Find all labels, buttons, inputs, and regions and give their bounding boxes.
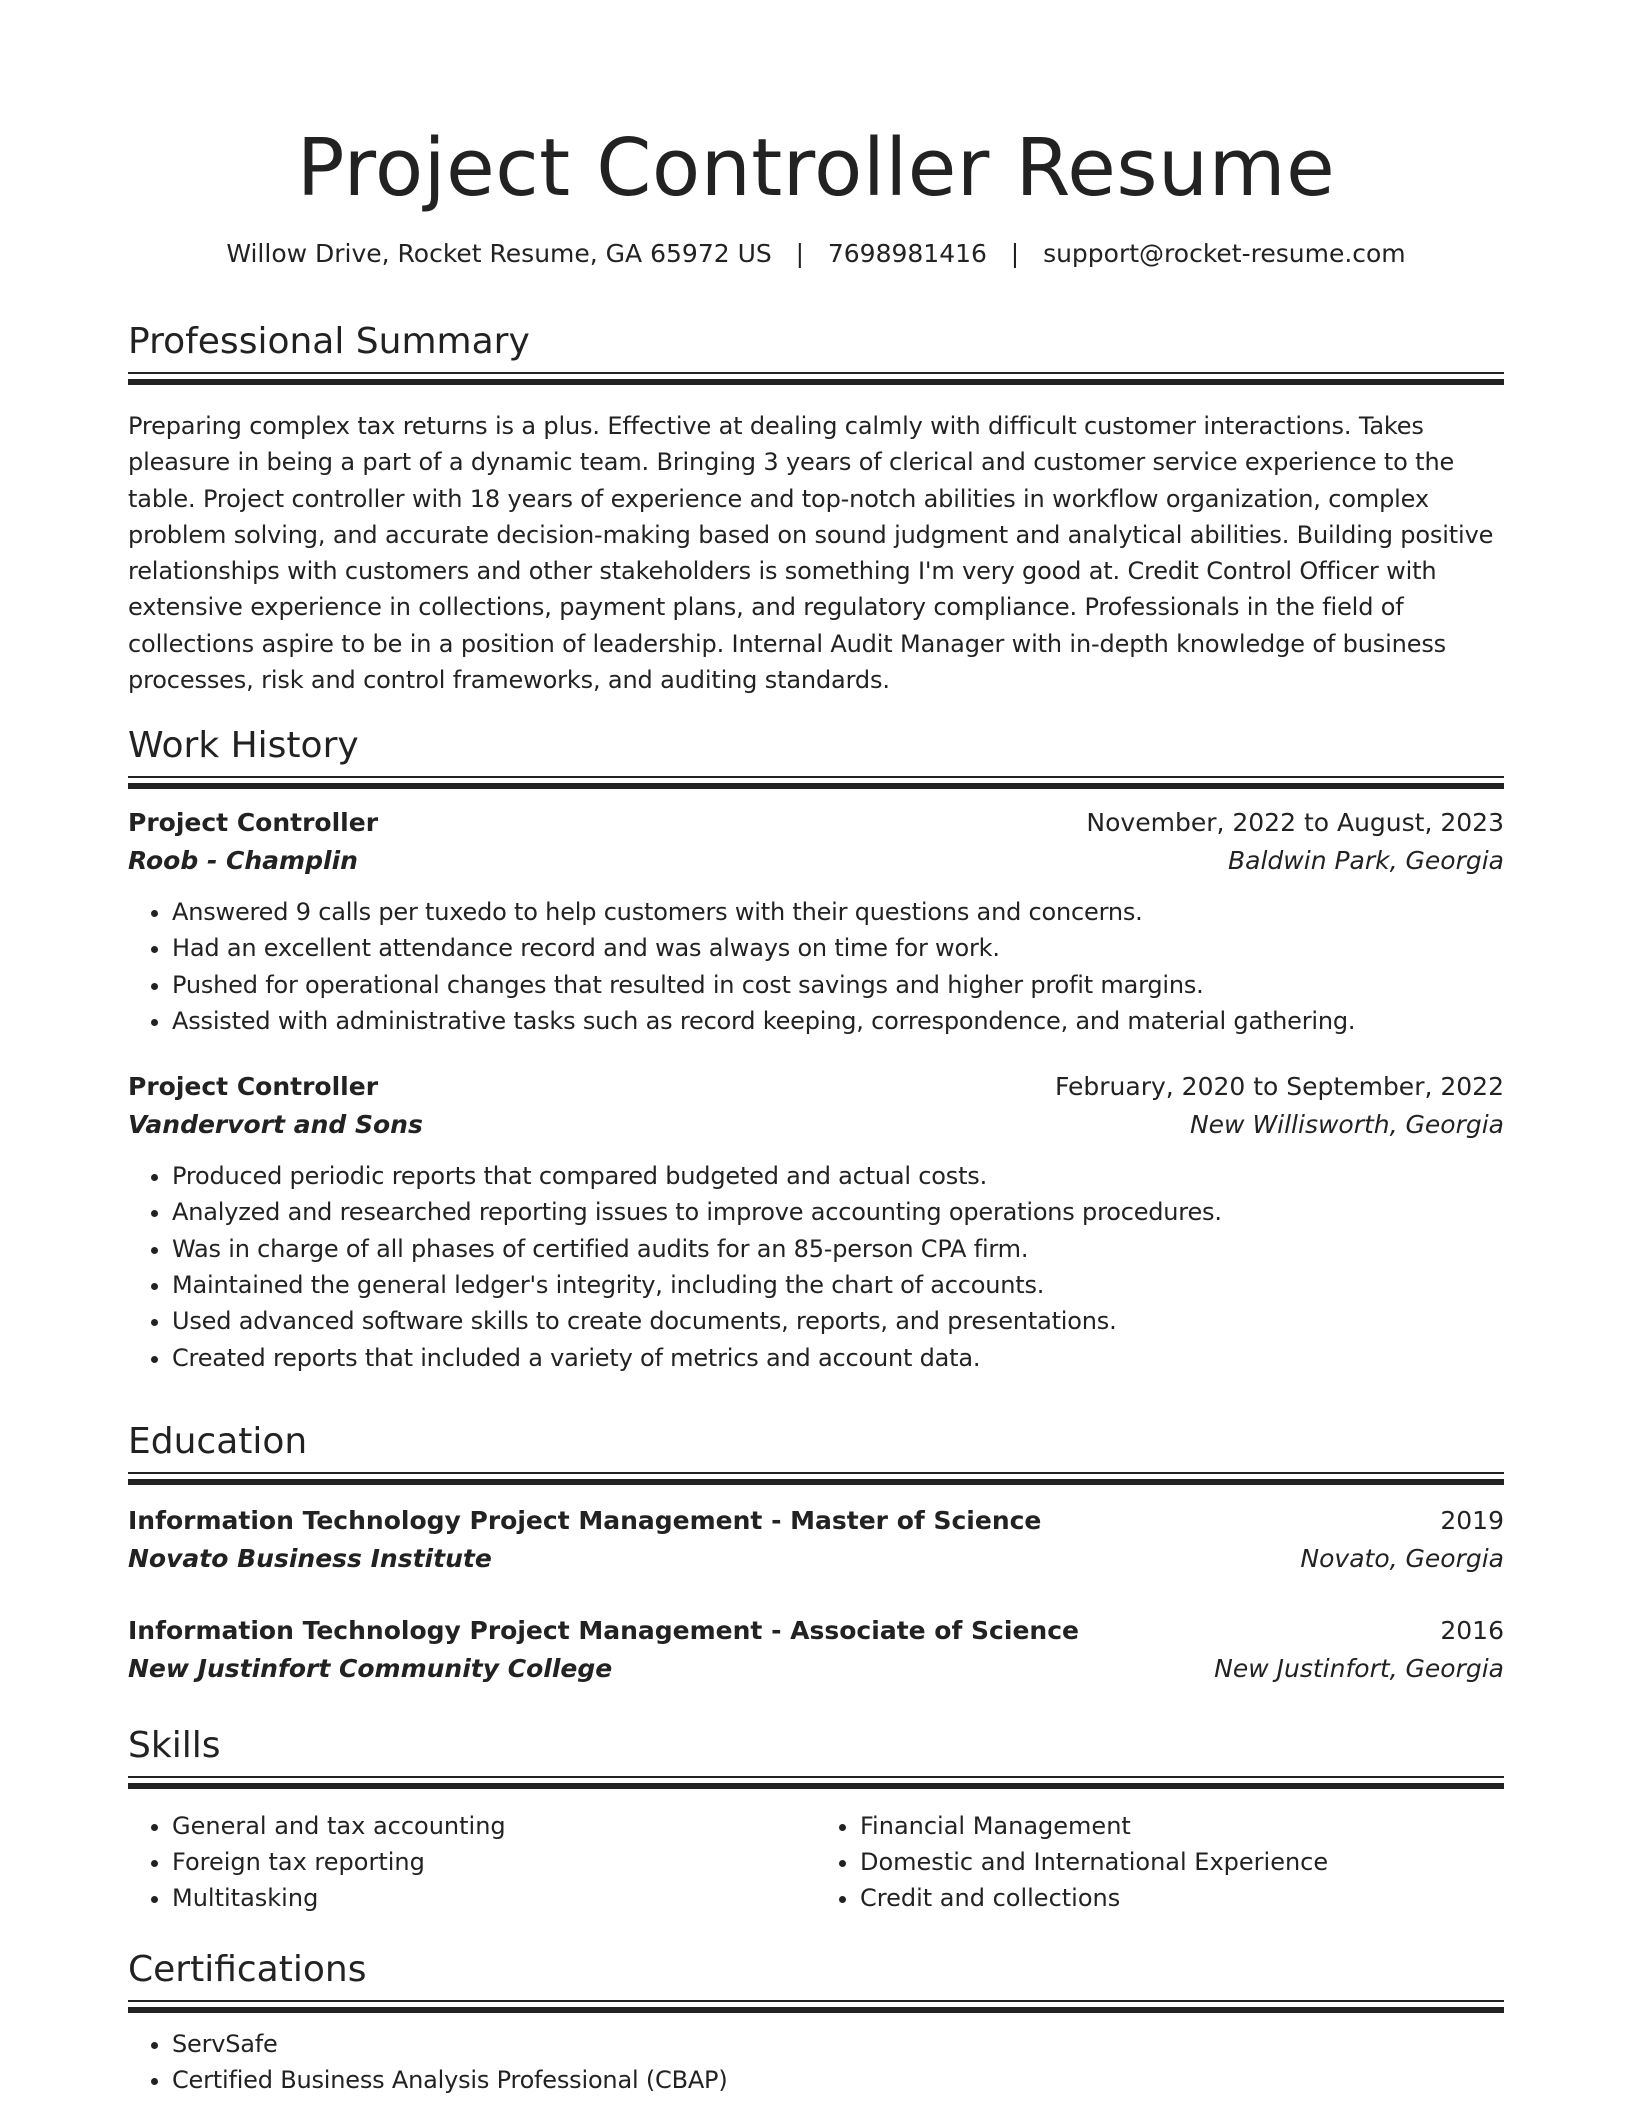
education-entry: [128, 1502, 1504, 1578]
list-item: • Answered 9 calls per tuxedo to help customers with their questions and concerns.: [172, 894, 1504, 930]
list-item: • Credit and collections: [860, 1880, 1504, 1916]
list-item: • Had an excellent attendance record and was always on time for work.: [172, 930, 1504, 966]
list-item: • Domestic and International Experience: [860, 1844, 1504, 1880]
section-heading: Professional Summary: [128, 321, 530, 362]
contact-phone: 7698981416: [827, 239, 987, 268]
section-heading: Work History: [128, 725, 359, 766]
list-item: • Foreign tax reporting: [172, 1844, 816, 1880]
school-location: Novato, Georgia: [1300, 1544, 1504, 1573]
education-entry: [128, 1612, 1504, 1688]
education-section: [128, 1418, 1504, 1688]
section-heading: Skills: [128, 1725, 221, 1766]
list-item: • ServSafe: [172, 2026, 1504, 2062]
job-bullets: [128, 1158, 1504, 1376]
degree-title: Information Technology Project Management - Associate of Science: [128, 1616, 1079, 1645]
section-divider: [128, 776, 1504, 790]
school-name: New Justinfort Community College: [128, 1654, 613, 1683]
contact-line: [0, 238, 1632, 270]
list-item: • Multitasking: [172, 1880, 816, 1916]
job-location: New Willisworth, Georgia: [1189, 1110, 1504, 1140]
resume-title: Project Controller Resume: [296, 122, 1336, 214]
skills-list-right: [816, 1808, 1504, 1916]
list-item: • Produced periodic reports that compared budgeted and actual costs.: [172, 1158, 1504, 1194]
list-item: • Pushed for operational changes that resulted in cost savings and higher profit margins.: [172, 967, 1504, 1003]
school-location: New Justinfort, Georgia: [1214, 1654, 1504, 1683]
skills-section: [128, 1722, 1504, 1916]
list-item: • Analyzed and researched reporting issues to improve accounting operations procedures.: [172, 1194, 1504, 1230]
certifications-section: [128, 1946, 1504, 2099]
section-heading: Certifications: [128, 1949, 367, 1990]
contact-separator: |: [795, 239, 805, 268]
skills-list-left: [128, 1808, 816, 1916]
list-item: • Certified Business Analysis Professional (CBAP): [172, 2062, 1504, 2098]
section-divider: [128, 2000, 1504, 2014]
school-name: Novato Business Institute: [128, 1544, 492, 1573]
list-item: • Financial Management: [860, 1808, 1504, 1844]
job-dates: February, 2020 to September, 2022: [1055, 1072, 1504, 1102]
contact-email[interactable]: support@rocket-resume.com: [1043, 239, 1406, 268]
certifications-list: [128, 2026, 1504, 2099]
list-item: • Used advanced software skills to create documents, reports, and presentations.: [172, 1303, 1504, 1339]
job-title: Project Controller: [128, 808, 379, 837]
section-divider: [128, 372, 1504, 386]
list-item: • General and tax accounting: [172, 1808, 816, 1844]
summary-section: [128, 318, 1504, 698]
job-company: Vandervort and Sons: [128, 1110, 423, 1140]
degree-title: Information Technology Project Management - Master of Science: [128, 1506, 1042, 1535]
contact-address: Willow Drive, Rocket Resume, GA 65972 US: [226, 239, 772, 268]
contact-separator: |: [1010, 239, 1020, 268]
graduation-year: 2016: [1440, 1616, 1504, 1645]
work-history-section: [128, 722, 1504, 1376]
job-company: Roob - Champlin: [128, 846, 358, 875]
list-item: • Created reports that included a variety of metrics and account data.: [172, 1340, 1504, 1376]
summary-text: Preparing complex tax returns is a plus. Effective at dealing calmly with difficult customer interactions. Takes pleasure in being a part of a dynamic team. Bringing 3 years of clerical and customer service experience to the table. Project controller with 18 years of experience and top-notch abilities in workflow organization, complex problem solving, and accurate decision-making based on sound judgment and analytical abilities. Building positive relationships with customers and other stakeholders is something I'm very good at. Credit Control Officer with extensive experience in collections, payment plans, and regulatory compliance. Professionals in the field of collections aspire to be in a position of leadership. Internal Audit Manager with in-depth knowledge of business processes, risk and control frameworks, and auditing standards.: [128, 412, 1494, 695]
section-divider: [128, 1472, 1504, 1486]
section-heading: Education: [128, 1421, 308, 1462]
job-dates: November, 2022 to August, 2023: [1086, 808, 1504, 837]
job-bullets: [128, 894, 1504, 1039]
list-item: • Assisted with administrative tasks such as record keeping, correspondence, and material gathering.: [172, 1003, 1504, 1039]
graduation-year: 2019: [1440, 1506, 1504, 1535]
section-divider: [128, 1776, 1504, 1790]
list-item: • Was in charge of all phases of certified audits for an 85-person CPA firm.: [172, 1231, 1504, 1267]
job-title: Project Controller: [128, 1072, 379, 1102]
job-entry: [128, 804, 1504, 1039]
list-item: • Maintained the general ledger's integrity, including the chart of accounts.: [172, 1267, 1504, 1303]
job-location: Baldwin Park, Georgia: [1228, 846, 1504, 875]
skills-columns: [128, 1808, 1504, 1916]
job-entry: [128, 1068, 1504, 1376]
